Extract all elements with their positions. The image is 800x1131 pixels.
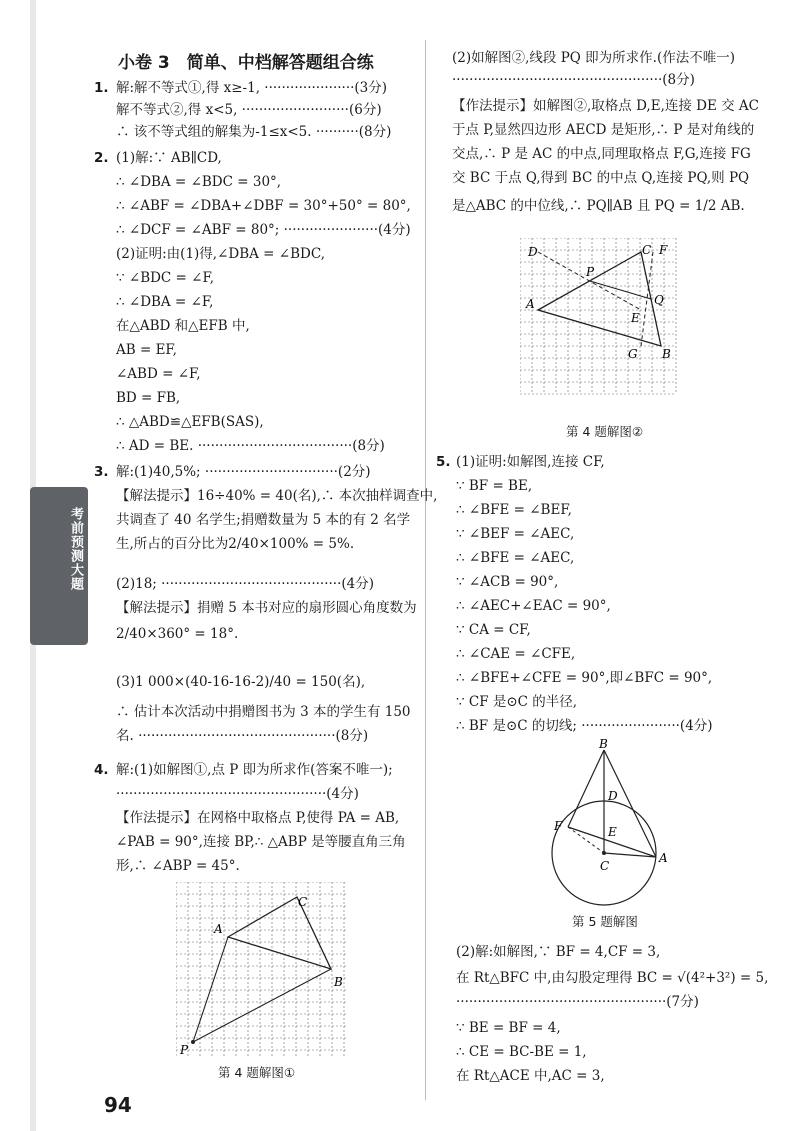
text-line: 是△ABC 的中位线,∴ PQ∥AB 且 PQ = 1/2 AB. <box>452 198 745 214</box>
text-line: 于点 P,显然四边形 AECD 是矩形,∴ P 是对角线的 <box>452 122 755 138</box>
point-p <box>191 1040 195 1044</box>
question-number: 4. <box>94 762 109 778</box>
text-line: 【作法提示】在网格中取格点 P,使得 PA = AB, <box>116 810 400 826</box>
text-line: 形,∴ ∠ABP = 45°. <box>116 858 240 874</box>
text-line: (1)解:∵ AB∥CD, <box>116 150 222 166</box>
text-line: ·················································(7分) <box>456 994 699 1010</box>
segment-ca <box>604 853 656 857</box>
text-line: ·················································(4分) <box>116 786 359 802</box>
fig3-label-c: C <box>600 859 610 873</box>
text-line: ∴ ∠DCF = ∠ABF = 80°; ······················(4分) <box>116 222 411 238</box>
text-line: ∴ ∠ABF = ∠DBA+∠DBF = 30°+50° = 80°, <box>116 198 411 214</box>
figure-4-1-caption: 第 4 题解图① <box>218 1065 296 1080</box>
fig2-label-q: Q <box>654 293 664 307</box>
text-line: ∠ABD = ∠F, <box>116 366 201 382</box>
text-line: 解:解不等式①,得 x≥-1, ·····················(3分) <box>116 80 388 96</box>
text-line: ∵ ∠BDC = ∠F, <box>116 270 215 286</box>
fig2-label-p: P <box>586 265 595 279</box>
text-line: ∵ BF = BE, <box>456 478 533 494</box>
segment-fc <box>568 827 604 853</box>
text-line: (2)如解图②,线段 PQ 即为所求作.(作法不唯一) <box>452 50 735 66</box>
segment-ba <box>604 750 656 857</box>
text-line: ∠PAB = 90°,连接 BP,∴ △ABP 是等腰直角三角 <box>116 834 406 850</box>
fig3-label-e: E <box>608 825 617 839</box>
text-line: ∴ ∠DBA = ∠BDC = 30°, <box>116 174 282 190</box>
fig1-label-a: A <box>214 922 223 936</box>
fig3-label-f: F <box>554 819 563 833</box>
text-line: 解不等式②,得 x<5, ·························(6分) <box>116 102 382 118</box>
text-line: 【解法提示】捐赠 5 本书对应的扇形圆心角度数为 <box>116 600 417 616</box>
fig1-label-p: P <box>180 1043 189 1057</box>
text-line: ∴ ∠BFE = ∠BEF, <box>456 502 572 518</box>
text-line: 交点,∴ P 是 AC 的中点,同理取格点 F,G,连接 FG <box>452 146 751 162</box>
text-line: ∴ △ABD≌△EFB(SAS), <box>116 414 264 430</box>
text-line: (2)解:如解图,∵ BF = 4,CF = 3, <box>456 944 661 960</box>
text-line: ∴ ∠DBA = ∠F, <box>116 294 214 310</box>
fig2-label-b: B <box>662 347 671 361</box>
text-line: ∴ CE = BC-BE = 1, <box>456 1044 587 1060</box>
text-line: ∴ ∠CAE = ∠CFE, <box>456 646 576 662</box>
fig2-label-e: E <box>631 311 640 325</box>
text-line: 名. ··············································(8分) <box>116 728 369 744</box>
fig2-label-d: D <box>528 245 538 259</box>
text-line: ∴ ∠BFE = ∠AEC, <box>456 550 575 566</box>
page-number: 94 <box>104 1093 132 1117</box>
text-line: ∵ CA = CF, <box>456 622 531 638</box>
center-c <box>602 851 606 855</box>
fig1-label-c: C <box>298 895 308 909</box>
page-title: 小卷 3 简单、中档解答题组合练 <box>118 53 374 73</box>
text-line: 在△ABD 和△EFB 中, <box>116 318 250 334</box>
text-line: ∴ ∠AEC+∠EAC = 90°, <box>456 598 611 614</box>
question-number: 5. <box>436 454 451 470</box>
text-line: 解:(1)如解图①,点 P 即为所求作(答案不唯一); <box>116 762 393 778</box>
text-line: 解:(1)40,5%; ·······························(2分) <box>116 464 371 480</box>
question-number: 3. <box>94 464 109 480</box>
question-number: 1. <box>94 80 109 96</box>
sidebar-label: 考前预测大题 <box>68 507 83 591</box>
figure-4-2-caption: 第 4 题解图② <box>566 424 644 439</box>
triangle-abc-1 <box>228 897 331 969</box>
text-line: 生,所占的百分比为2/40×100% = 5%. <box>116 536 355 552</box>
text-line: ·················································(8分) <box>452 72 695 88</box>
text-line: ∵ CF 是⊙C 的半径, <box>456 694 578 710</box>
column-divider <box>425 40 426 1100</box>
fig2-label-f: F <box>659 243 668 257</box>
question-number: 2. <box>94 150 109 166</box>
text-line: 2/40×360° = 18°. <box>116 626 239 642</box>
grid-2 <box>520 238 676 394</box>
text-line: BD = FB, <box>116 390 181 406</box>
text-line: ∵ BE = BF = 4, <box>456 1020 561 1036</box>
figure-5 <box>540 738 680 908</box>
text-line: 共调查了 40 名学生;捐赠数量为 5 本的有 2 名学 <box>116 512 411 528</box>
text-line: 在 Rt△BFC 中,由勾股定理得 BC = √(4²+3²) = 5, <box>456 970 769 986</box>
text-line: (1)证明:如解图,连接 CF, <box>456 454 605 470</box>
text-line: (2)18; ··········································(4分) <box>116 576 374 592</box>
text-line: 【作法提示】如解图②,取格点 D,E,连接 DE 交 AC <box>452 98 759 114</box>
fig2-label-a: A <box>526 297 535 311</box>
text-line: ∵ ∠BEF = ∠AEC, <box>456 526 575 542</box>
figure-5-caption: 第 5 题解图 <box>572 914 638 929</box>
text-line: (2)证明:由(1)得,∠DBA = ∠BDC, <box>116 246 325 262</box>
text-line: AB = EF, <box>116 342 177 358</box>
text-line: ∴ 该不等式组的解集为-1≤x<5. ··········(8分) <box>116 124 392 140</box>
fig2-label-c: C <box>642 243 652 257</box>
segment-bf <box>568 750 604 827</box>
text-line: ∴ BF 是⊙C 的切线; ·······················(4分) <box>456 718 713 734</box>
text-line: 交 BC 于点 Q,得到 BC 的中点 Q,连接 PQ,则 PQ <box>452 170 750 186</box>
figure-4-1 <box>176 882 352 1062</box>
text-line: ∴ ∠BFE+∠CFE = 90°,即∠BFC = 90°, <box>456 670 713 686</box>
fig3-label-b: B <box>599 738 608 751</box>
grid-1 <box>176 882 348 1058</box>
segment-pq <box>590 281 651 299</box>
fig3-label-a: A <box>659 851 668 865</box>
text-line: 在 Rt△ACE 中,AC = 3, <box>456 1068 605 1084</box>
text-line: 【解法提示】16÷40% = 40(名),∴ 本次抽样调查中, <box>116 488 438 504</box>
figure-4-2 <box>520 238 680 406</box>
fig2-label-g: G <box>628 347 638 361</box>
text-line: ∴ 估计本次活动中捐赠图书为 3 本的学生有 150 <box>116 704 411 720</box>
text-line: ∴ AD = BE. ····································(8分) <box>116 438 385 454</box>
fig1-label-b: B <box>334 975 343 989</box>
text-line: ∵ ∠ACB = 90°, <box>456 574 559 590</box>
fig3-label-d: D <box>608 789 618 803</box>
text-line: (3)1 000×(40-16-16-2)/40 = 150(名), <box>116 674 366 690</box>
